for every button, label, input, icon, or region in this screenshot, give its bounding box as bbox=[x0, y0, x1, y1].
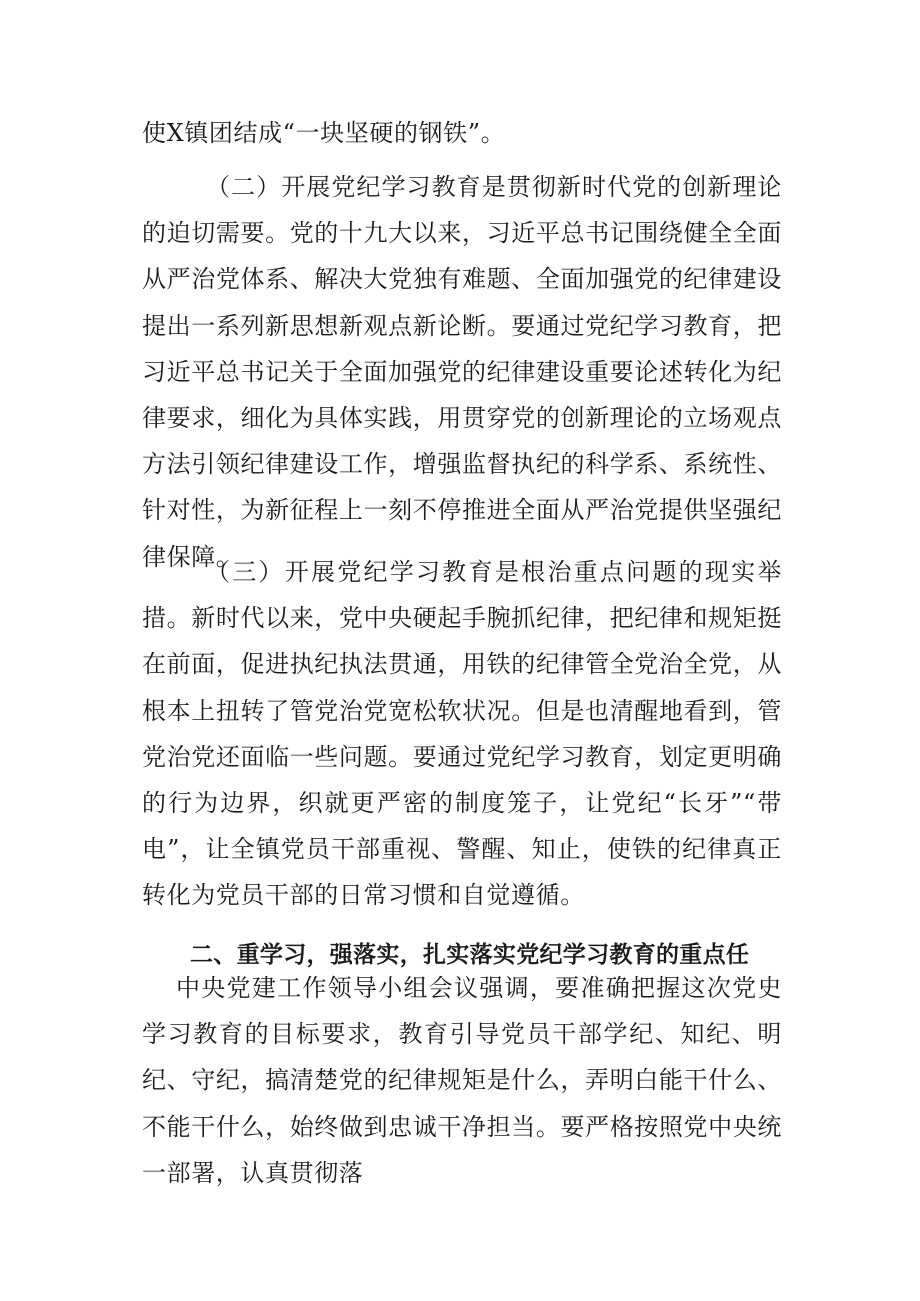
paragraph-two: （二）开展党纪学习教育是贯彻新时代党的创新理论的迫切需要。党的十九大以来，习近平总书记围绕健全全面从严治党体系、解决大党独有难题、全面加强党的纪律建设提出一系列新思想新观点新论断。要通过党纪学习教育，把习近平总书记关于全面加强党的纪律建设重要论述转化为纪律要求，细化为具体实践，用贯穿党的创新理论的立场观点方法引领纪律建设工作，增强监督执纪的科学系、系统性、针对性，为新征程上一刻不停推进全面从严治党提供坚强纪律保障。 bbox=[142, 173, 782, 571]
section-paragraph: 中央党建工作领导小组会议强调，要准确把握这次党史学习教育的目标要求，教育引导党员干部学纪、知纪、明纪、守纪，搞清楚党的纪律规矩是什么，弄明白能干什么、不能干什么，始终做到忠诚干净担当。要严格按照党中央统一部署，认真贯彻落 bbox=[142, 974, 782, 1187]
paragraph-continuation: 使X镇团结成“一块坚硬的钢铁”。 bbox=[142, 119, 506, 147]
paragraph-three: （三）开展党纪学习教育是根治重点问题的现实举措。新时代以来，党中央硬起手腕抓纪律，把纪律和规矩挺在前面，促进执纪执法贯通，用铁的纪律管全党治全党，从根本上扭转了管党治党宽松软状况。但是也清醒地看到，管党治党还面临一些问题。要通过党纪学习教育，划定更明确的行为边界，织就更严密的制度笼子，让党纪“长牙”“带电”，让全镇党员干部重视、警醒、知止，使铁的纪律真正转化为党员干部的日常习惯和自觉遵循。 bbox=[142, 558, 782, 910]
section-heading: 二、重学习，强落实，扎实落实党纪学习教育的重点任 bbox=[190, 942, 750, 968]
